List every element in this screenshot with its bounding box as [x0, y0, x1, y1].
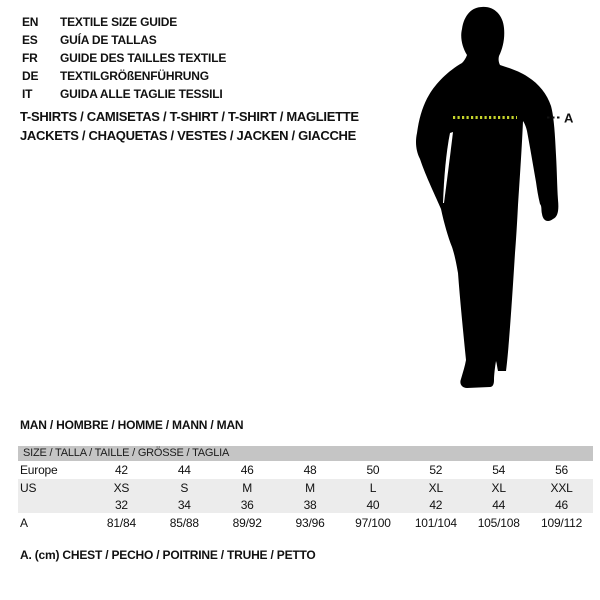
- language-code: IT: [22, 87, 33, 101]
- language-row-en: [22, 13, 226, 31]
- size-table: [18, 446, 593, 532]
- size-cell: 44: [492, 497, 506, 512]
- language-code: DE: [22, 69, 39, 83]
- size-cell: M: [242, 480, 253, 495]
- size-cell: 42: [114, 463, 128, 477]
- language-label: GUIDE DES TAILLES TEXTILE: [60, 51, 227, 65]
- size-cell: M: [305, 480, 315, 495]
- language-row-es: [22, 31, 226, 49]
- size-cell: L: [369, 480, 377, 495]
- table-row-chest-cm: [18, 513, 593, 532]
- size-cell: 34: [177, 497, 191, 512]
- size-cell: XXL: [550, 480, 573, 495]
- language-code: EN: [22, 15, 39, 29]
- category-jackets: JACKETS / CHAQUETAS / VESTES / JACKEN / GIACCHE: [20, 128, 356, 143]
- size-cell: 89/92: [232, 515, 262, 530]
- size-cell: 54: [492, 463, 506, 477]
- language-code: ES: [22, 33, 38, 47]
- size-cell: 81/84: [106, 515, 136, 530]
- row-label: Europe: [20, 463, 58, 477]
- size-cell: 93/96: [295, 515, 325, 530]
- language-code: FR: [22, 51, 38, 65]
- size-cell: 101/104: [414, 515, 457, 530]
- table-row-us: [18, 479, 593, 496]
- size-cell: 44: [177, 463, 191, 477]
- size-cell: XS: [113, 480, 130, 495]
- category-list: [20, 107, 359, 145]
- measure-legend-note: A. (cm) CHEST / PECHO / POITRINE / TRUHE / PETTO: [20, 548, 316, 562]
- language-label: TEXTILGRÖßENFÜHRUNG: [60, 69, 209, 83]
- size-cell: 32: [114, 497, 128, 512]
- table-row-numeric: [18, 496, 593, 513]
- language-label: GUIDA ALLE TAGLIE TESSILI: [60, 87, 223, 101]
- man-silhouette-figure: [410, 5, 575, 395]
- size-table-header: SIZE / TALLA / TAILLE / GRÖSSE / TAGLIA: [18, 446, 593, 461]
- size-cell: 46: [240, 463, 254, 477]
- size-cell: 40: [366, 497, 380, 512]
- measure-point-label: A: [564, 110, 574, 126]
- size-cell: XL: [428, 480, 443, 495]
- table-row-europe: [18, 461, 593, 479]
- language-label: GUÍA DE TALLAS: [60, 33, 157, 47]
- size-cell: 97/100: [355, 515, 391, 530]
- size-cell: 38: [303, 497, 317, 512]
- row-label: US: [20, 480, 37, 495]
- size-cell: 48: [303, 463, 317, 477]
- size-cell: 105/108: [477, 515, 520, 530]
- size-cell: 52: [429, 463, 443, 477]
- size-cell: 42: [429, 497, 443, 512]
- size-cell: XL: [491, 480, 506, 495]
- size-cell: S: [180, 480, 189, 495]
- size-cell: 56: [555, 463, 569, 477]
- language-list: [22, 13, 226, 103]
- category-tshirts: T-SHIRTS / CAMISETAS / T-SHIRT / T-SHIRT / MAGLIETTE: [20, 109, 359, 124]
- language-row-de: [22, 67, 226, 85]
- size-cell: 36: [240, 497, 254, 512]
- size-cell: 46: [555, 497, 569, 512]
- language-label: TEXTILE SIZE GUIDE: [60, 15, 178, 29]
- language-row-it: [22, 85, 226, 103]
- size-cell: 109/112: [541, 515, 583, 530]
- section-man-label: MAN / HOMBRE / HOMME / MANN / MAN: [20, 418, 244, 432]
- man-silhouette: [416, 7, 558, 388]
- row-label: A: [20, 515, 28, 530]
- size-cell: 50: [366, 463, 380, 477]
- size-cell: 85/88: [169, 515, 199, 530]
- language-row-fr: [22, 49, 226, 67]
